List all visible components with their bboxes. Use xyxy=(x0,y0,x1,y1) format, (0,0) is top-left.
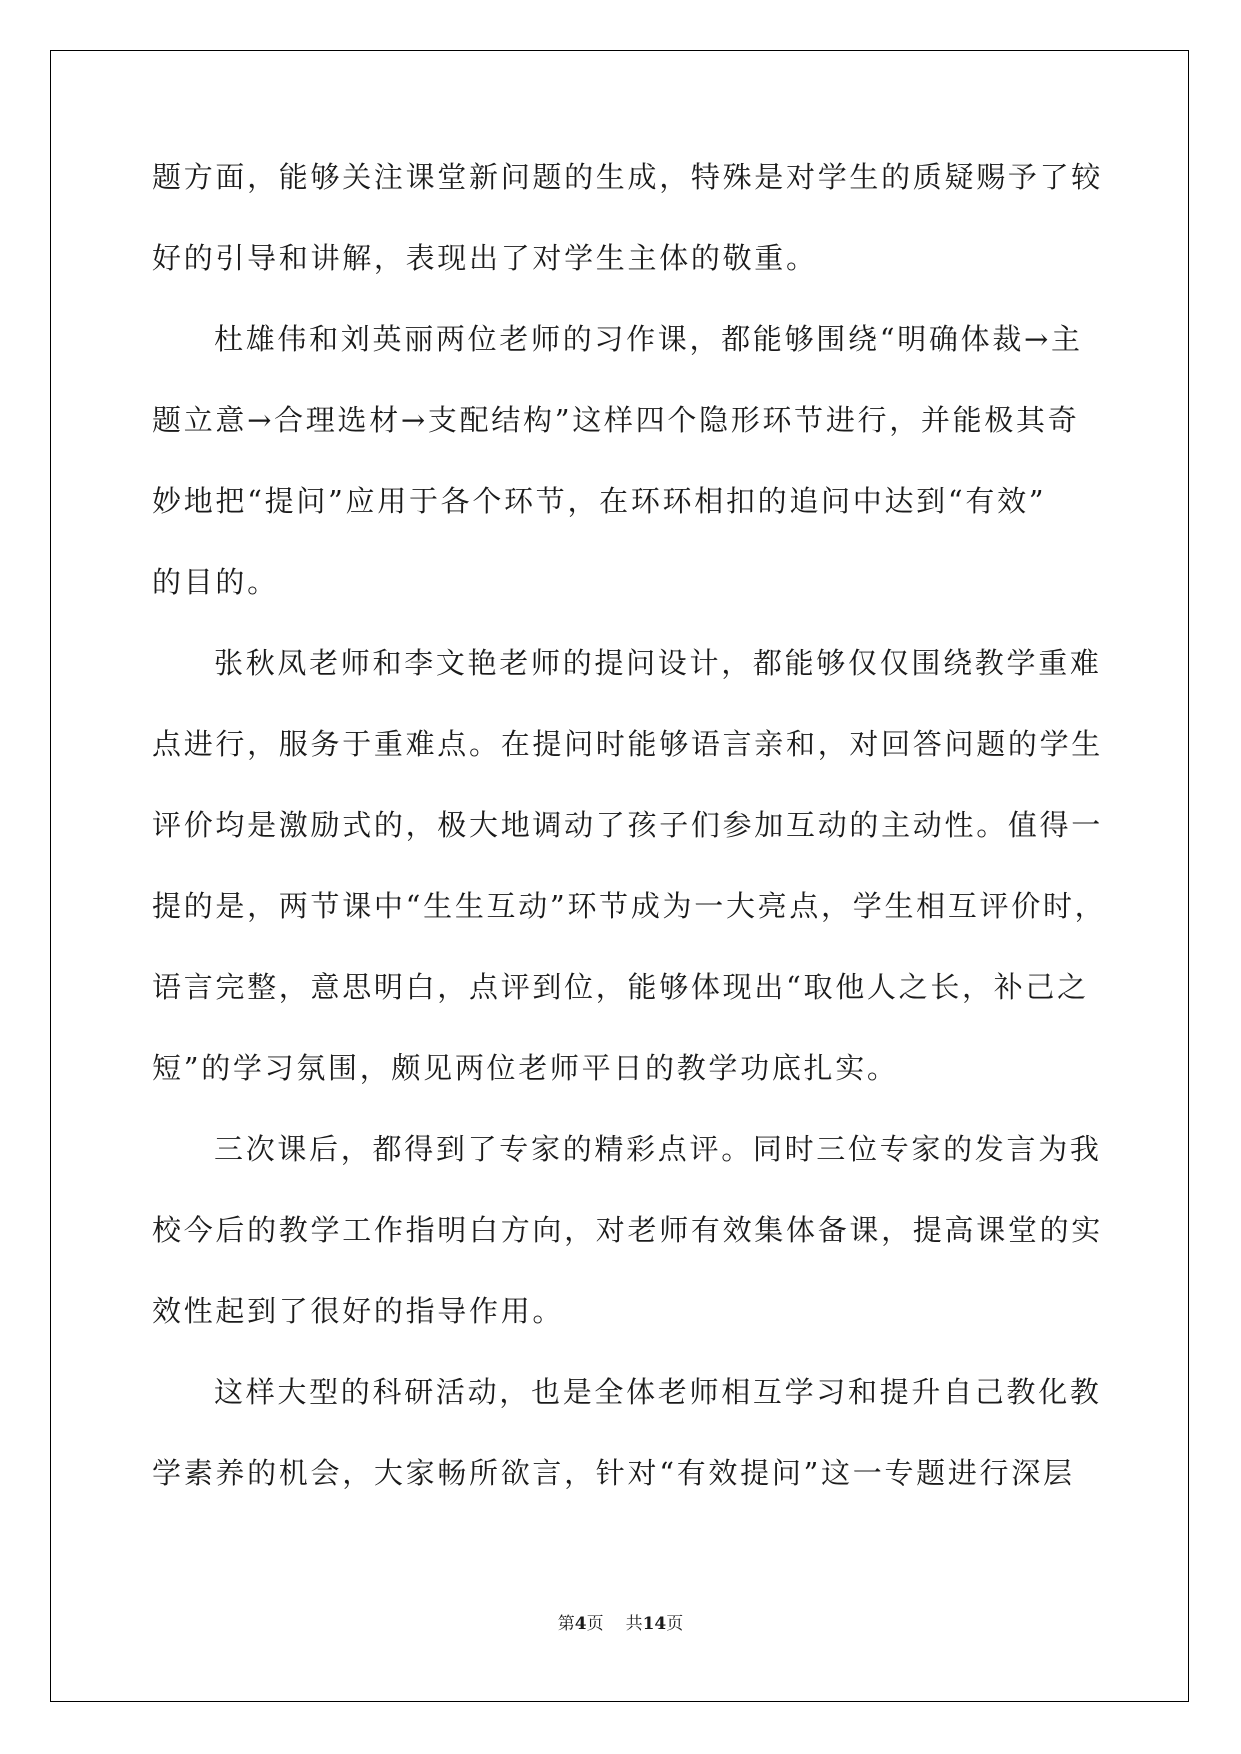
footer-page-prefix: 第 xyxy=(557,1614,575,1634)
document-body xyxy=(152,160,1107,1537)
text-line: 短”的学习氛围，颇见两位老师平日的教学功底扎实。 xyxy=(152,1051,899,1085)
paragraph-start-line: 杜雄伟和刘英丽两位老师的习作课，都能够围绕“明确体裁→主 xyxy=(214,322,1083,356)
footer-page-suffix: 页 xyxy=(586,1614,604,1634)
text-line: 校今后的教学工作指明白方向，对老师有效集体备课，提高课堂的实 xyxy=(152,1213,1104,1247)
footer-page-number: 4 xyxy=(574,1614,587,1634)
text-line: 题立意→合理选材→支配结构”这样四个隐形环节进行，并能极其奇 xyxy=(152,403,1080,437)
paragraph-start-line: 三次课后，都得到了专家的精彩点评。同时三位专家的发言为我 xyxy=(214,1132,1102,1166)
paragraph-start-line: 张秋凤老师和李文艳老师的提问设计，都能够仅仅围绕教学重难 xyxy=(214,646,1102,680)
text-line: 学素养的机会，大家畅所欲言，针对“有效提问”这一专题进行深层 xyxy=(152,1456,1075,1490)
text-line: 好的引导和讲解，表现出了对学生主体的敬重。 xyxy=(152,241,818,275)
footer-total-suffix: 页 xyxy=(666,1614,684,1634)
text-line: 题方面，能够关注课堂新问题的生成，特殊是对学生的质疑赐予了较 xyxy=(152,160,1104,194)
text-line: 妙地把“提问”应用于各个环节，在环环相扣的追问中达到“有效” xyxy=(152,484,1047,518)
footer-total-prefix: 共 xyxy=(625,1614,643,1634)
footer-total-pages: 14 xyxy=(642,1614,667,1634)
text-line: 点进行，服务于重难点。在提问时能够语言亲和，对回答问题的学生 xyxy=(152,727,1104,761)
text-line: 语言完整，意思明白，点评到位，能够体现出“取他人之长，补己之 xyxy=(152,970,1089,1004)
text-line: 的目的。 xyxy=(152,565,279,599)
text-line: 评价均是激励式的，极大地调动了孩子们参加互动的主动性。值得一 xyxy=(152,808,1104,842)
text-line: 效性起到了很好的指导作用。 xyxy=(152,1294,565,1328)
paragraph-start-line: 这样大型的科研活动，也是全体老师相互学习和提升自己教化教 xyxy=(214,1375,1102,1409)
text-line: 提的是，两节课中“生生互动”环节成为一大亮点，学生相互评价时， xyxy=(152,889,1107,923)
page-footer xyxy=(0,1609,1241,1634)
